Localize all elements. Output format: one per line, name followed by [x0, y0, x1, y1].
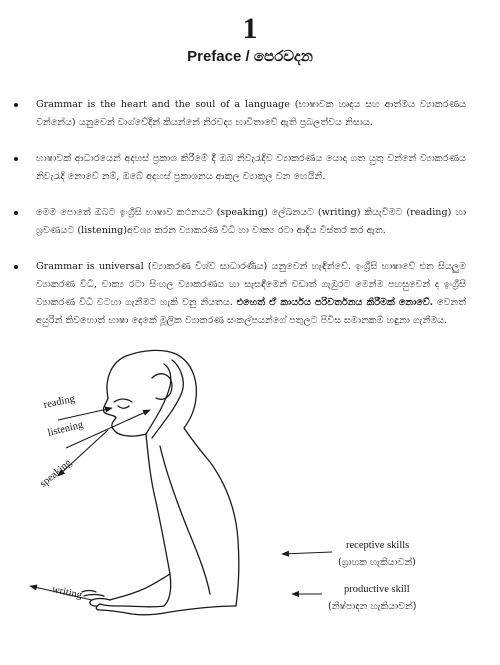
reading-label: reading [42, 393, 76, 411]
speaking-label: speaking [38, 457, 74, 490]
reading-arrow [58, 408, 112, 420]
chapter-number: 1 [242, 12, 258, 45]
ear-outline [152, 374, 172, 399]
productive-skill-label: productive skill [344, 584, 410, 595]
bullet-text: Grammar is universal (ව්‍යාකරණ විශ්ව සාධාරණිය) යනුවෙන් හැඳින්වේ. ඉංග්‍රීසි භාෂාවේ එන සියලුම ව්‍යාකරණ විධි, වාක්‍ය රටා සිංහල ව්‍යාකරණය හා සැසඳීමෙන් වඩාත් ගැඹුරට මෙන්ම පහසුවෙන් ද ඉංග්‍රීසි ව්‍යාකරණ විධි වටහා ගැනීමට හැකි වනු නියතය. [36, 261, 466, 308]
bullet-text: Grammar is the heart and the soul of a language (භාෂාවක හෘදය සහ ආත්මය ව්‍යාකරණය වන්නේය) යනුවෙන් වාග්වේදීන් කියන්නේ නිරවද්‍ය භාවිතාවේ ඇති ප්‍රබලත්වය නිසාය. [36, 99, 466, 128]
bullet-bold-text: එහෙත් ඒ කාර්යය පරිවර්තනය කිරීමක් නොවේ. [236, 297, 434, 308]
chapter-title: Preface / පෙරවදන [187, 48, 313, 65]
face-outline [103, 398, 146, 436]
receptive-skills-sinhala-label: (ග්‍රාහක හැකියාවන්) [338, 557, 416, 568]
receptive-arrow [282, 552, 332, 554]
fingers [82, 591, 104, 597]
bullet-text: මෙම පොතේ ඔබට ඉංග්‍රීසි භාෂාව කථනයට (speaking) ලේඛනයට (writing) කියැවීමට (reading) හා ශ්‍රවණයට (listening)අවශ්‍ය කරන ව්‍යාකරණ විධි හා වාක්‍ය රටා ආදිය විස්තර කර ඇත. [36, 207, 466, 236]
arm-lower [100, 604, 164, 607]
arm-outline [110, 574, 170, 600]
eye-detail [118, 406, 129, 408]
listening-label: listening [46, 419, 85, 439]
body-front [146, 434, 171, 606]
eye-line [114, 399, 132, 402]
bullet-text-tail: වෙනත් අයුරින් කිවහොත් භාෂා දෙකේ මූලික ව්‍යාකරණ සංකල්පයන්ගේ පතුලට පිවිස සමානකම් හඳුනා ගැනීමය. [36, 297, 466, 326]
body-inner-channel [160, 446, 210, 594]
writing-label: writing [50, 584, 83, 602]
productive-skill-sinhala-label: (නිෂ්පාදන හැකියාවන්) [328, 601, 417, 612]
back-outline [184, 428, 239, 606]
bullet-text: භාෂාවක් ආධාරයෙන් අදහස් ප්‍රකාශ කිරීමේ දී ඔබ නිවැරැදිව ව්‍යාකරණය යොදා ගත යුතු වන්නේ ව්‍යාකරණය නිවැරැදි නොවේ නම්, ඔබේ අදහස් ප්‍රකාශනය ආකූල ව්‍යාකූල වන හෙයිනි. [36, 153, 466, 182]
receptive-skills-label: receptive skills [346, 540, 410, 551]
